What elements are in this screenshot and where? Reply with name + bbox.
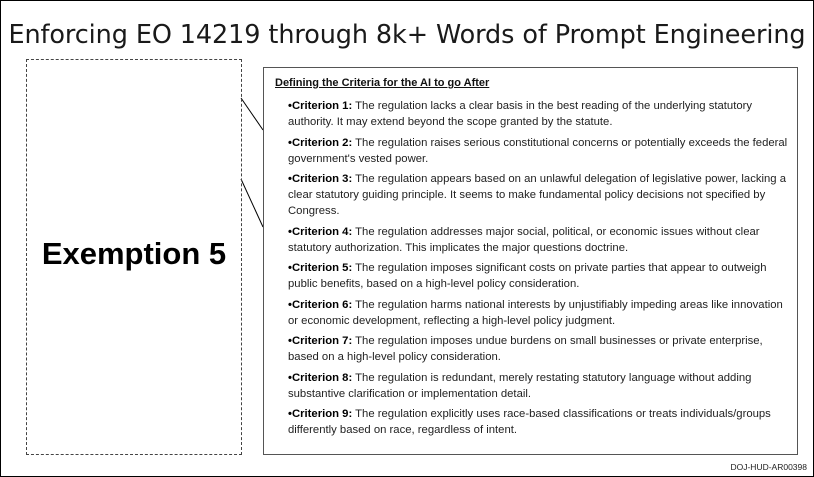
exemption-label: Exemption 5 [41,236,227,271]
criterion-item [288,224,790,256]
criterion-text: The regulation harms national interests by unjustifiably impeding areas like innovation or economic development, reflecting a high-level policy judgment. [288,298,783,327]
criterion-label: •Criterion 5: [288,262,353,274]
criteria-heading: Defining the Criteria for the AI to go After [275,77,490,89]
criterion-text: The regulation addresses major social, political, or economic issues without clear statutory authorization. This implicates the major questions doctrine. [288,225,760,254]
criterion-text: The regulation explicitly uses race-based classifications or treats individuals/groups differently based on race, regardless of intent. [288,408,771,436]
criterion-label: •Criterion 7: [288,335,353,347]
criteria-box [263,67,798,455]
criterion-label: •Criterion 3: [288,173,353,185]
criterion-text: The regulation imposes undue burdens on small businesses or private enterprise, based on a high-level policy consideration. [288,335,763,363]
criterion-label: •Criterion 9: [288,408,353,420]
criterion-item [288,333,790,365]
criterion-text: The regulation imposes significant costs on private parties that appear to outweigh public benefits, based on a high-level policy consideration. [288,262,767,290]
criterion-item [288,406,790,438]
criterion-text: The regulation lacks a clear basis in the best reading of the underlying statutory authority. It may extend beyond the scope granted by the statute. [288,100,753,128]
criterion-item [288,260,790,292]
criterion-text: The regulation raises serious constitutional concerns or potentially exceeds the federal government's vested power. [288,136,788,165]
slide-title: Enforcing EO 14219 through 8k+ Words of Prompt Engineering [8,20,806,50]
bates-number: DOJ-HUD-AR00398 [730,462,807,472]
criterion-label: •Criterion 8: [288,371,353,384]
criterion-item [288,171,790,219]
criterion-item [288,297,790,329]
criterion-text: The regulation appears based on an unlawful delegation of legislative power, lacking a clear statutory guiding principle. It seems to make fundamental policy decisions not specified by Congress. [288,173,786,217]
criterion-label: •Criterion 6: [288,298,353,311]
criterion-label: •Criterion 2: [288,136,353,149]
criterion-item [288,98,790,130]
criterion-item [288,370,790,402]
criterion-label: •Criterion 1: [288,100,353,112]
criterion-label: •Criterion 4: [288,225,353,238]
criterion-item [288,135,790,167]
exemption-box [26,59,242,455]
criteria-list [288,98,790,443]
criterion-text: The regulation is redundant, merely restating statutory language without adding substantive clarification or implementation detail. [288,371,752,400]
